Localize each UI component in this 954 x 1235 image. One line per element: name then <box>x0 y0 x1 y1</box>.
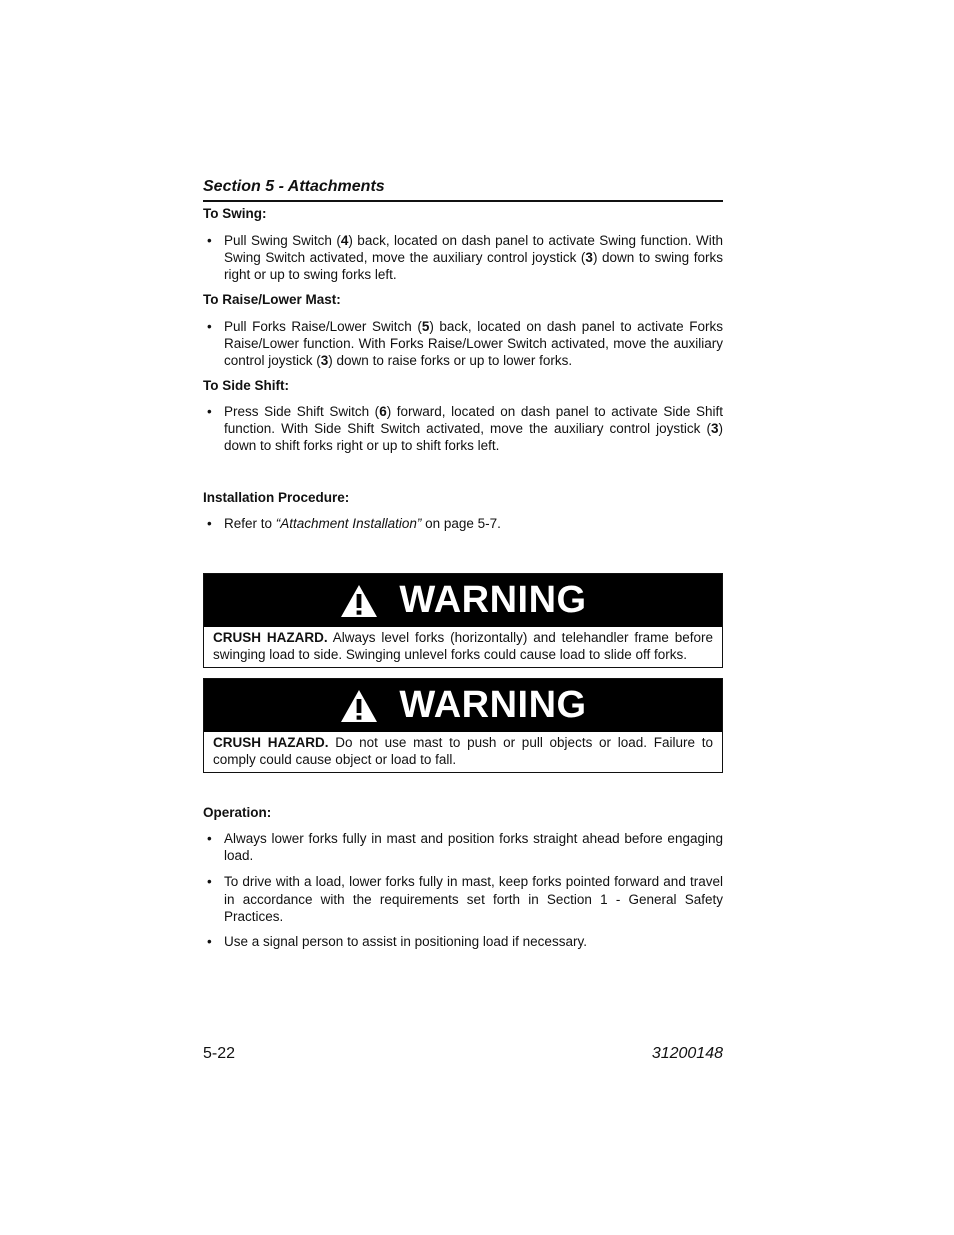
operation-heading: Operation: <box>203 805 272 820</box>
section-divider <box>203 200 723 202</box>
swing-section <box>203 205 723 284</box>
operation-bullet: • To drive with a load, lower forks fully in mast, keep forks pointed forward and travel in accordance with the requirements set forth in Section 1 - General Safety Practices. <box>207 874 723 924</box>
warning-banner <box>204 574 722 627</box>
sideshift-section <box>203 377 723 455</box>
operation-section <box>203 804 723 950</box>
mast-bullet: • Pull Forks Raise/Lower Switch (5) back, located on dash panel to activate Forks Raise/Lower function. With Forks Raise/Lower Switch activated, move the auxiliary control joystick (3) down to raise forks or up to lower forks. <box>207 319 723 369</box>
manual-page <box>203 0 723 1235</box>
bullet-icon: • <box>207 404 212 419</box>
bullet-icon: • <box>207 874 212 890</box>
section-title: Section 5 - Attachments <box>203 178 385 195</box>
hazard-label: CRUSH HAZARD. <box>213 735 329 750</box>
bullet-icon: • <box>207 831 212 846</box>
install-reference: “Attachment Installation” <box>275 516 422 531</box>
warning-title: WARNING <box>399 684 587 726</box>
mast-section <box>203 291 723 370</box>
bullet-icon: • <box>207 319 212 334</box>
hazard-label: CRUSH HAZARD. <box>213 630 328 645</box>
warning-text: CRUSH HAZARD. Do not use mast to push or pull objects or load. Failure to comply could cause object or load to fall. <box>213 735 713 768</box>
operation-bullet: • Use a signal person to assist in positioning load if necessary. <box>207 934 587 950</box>
document-number: 31200148 <box>651 1045 723 1062</box>
bullet-icon: • <box>207 233 212 248</box>
install-heading: Installation Procedure: <box>203 490 350 505</box>
bullet-icon: • <box>207 934 212 950</box>
sideshift-bullet: • Press Side Shift Switch (6) forward, located on dash panel to activate Side Shift function. With Side Shift Switch activated, move the auxiliary control joystick (3) down to shift forks right or up to shift forks left. <box>207 404 723 454</box>
warning-banner <box>204 679 722 732</box>
swing-bullet: • Pull Swing Switch (4) back, located on dash panel to activate Swing function. With Swing Switch activated, move the auxiliary control joystick (3) down to swing forks right or up to swing forks left. <box>207 233 723 283</box>
warning-title: WARNING <box>399 579 587 621</box>
operation-bullet: • Always lower forks fully in mast and position forks straight ahead before engaging load. <box>207 831 723 864</box>
sideshift-heading: To Side Shift: <box>203 378 289 393</box>
install-bullet: • Refer to “Attachment Installation” on page 5-7. <box>207 516 501 531</box>
mast-heading: To Raise/Lower Mast: <box>203 292 341 307</box>
warning-triangle-icon <box>339 583 379 619</box>
warning-text: CRUSH HAZARD. Always level forks (horizontally) and telehandler frame before swinging load to side. Swinging unlevel forks could cause load to slide off forks. <box>213 630 713 663</box>
warning-box-2 <box>203 678 723 773</box>
bullet-icon: • <box>207 516 212 531</box>
warning-triangle-icon <box>339 688 379 724</box>
warning-box-1 <box>203 573 723 668</box>
page-number: 5-22 <box>203 1045 236 1062</box>
swing-heading: To Swing: <box>203 206 267 221</box>
install-section <box>203 489 723 532</box>
